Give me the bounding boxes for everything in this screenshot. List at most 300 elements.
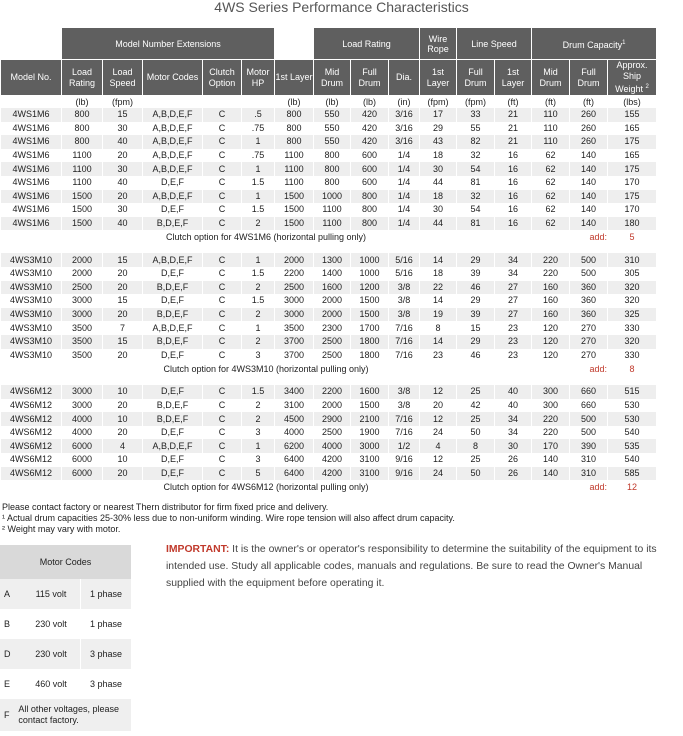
table-cell: 175 <box>608 135 656 149</box>
unit-cell: (ft) <box>507 96 519 107</box>
table-cell: 2 <box>242 217 274 231</box>
table-cell: 140 <box>581 150 597 161</box>
table-cell: 6000 <box>71 454 93 465</box>
table-cell: 16 <box>508 150 519 161</box>
table-cell: 18 <box>432 150 443 161</box>
table-cell: 30 <box>432 204 443 215</box>
table-cell: 40 <box>508 399 519 410</box>
table-cell: 4WS6M12 <box>1 439 61 453</box>
table-cell: 29 <box>457 253 494 267</box>
table-cell: D,E,F <box>143 385 202 399</box>
column-header: Clutch Option <box>203 59 241 95</box>
table-cell: 180 <box>608 217 656 231</box>
column-header: 1st Layer <box>495 59 531 95</box>
table-cell: C <box>218 322 226 333</box>
table-cell: 54 <box>457 162 494 176</box>
table-cell: 1500 <box>62 217 102 231</box>
table-cell: 24 <box>432 427 443 438</box>
table-cell: 44 <box>432 177 443 188</box>
motor-code-letter: D <box>4 649 11 659</box>
table-cell: 360 <box>570 281 607 295</box>
table-cell: 3000 <box>351 439 388 453</box>
column-header: Load Speed <box>103 59 142 95</box>
clutch-option-note: Clutch option for 4WS1M6 (horizontal pulling only) <box>165 232 367 243</box>
table-cell: 62 <box>532 217 569 231</box>
motor-code-voltage: 460 volt <box>22 669 81 699</box>
table-cell: 4WS6M12 <box>1 467 61 481</box>
table-cell: 39 <box>470 268 481 279</box>
table-cell: 4WS6M12 <box>9 399 53 410</box>
table-cell: 300 <box>543 399 559 410</box>
table-cell: 800 <box>275 108 313 122</box>
table-cell: 4WS6M12 <box>9 454 53 465</box>
table-cell: 4 <box>103 439 142 453</box>
unit-cell: (fpm) <box>427 96 449 107</box>
table-cell: 600 <box>361 150 378 161</box>
table-cell: 3 <box>255 349 261 360</box>
column-header: Model No. <box>1 59 61 95</box>
table-cell: 4WS3M10 <box>9 268 53 279</box>
table-cell: 160 <box>543 295 559 306</box>
table-cell: 54 <box>470 204 481 215</box>
table-cell: 62 <box>532 162 569 176</box>
column-header: 1st Layer <box>420 59 456 95</box>
table-cell: 550 <box>324 122 340 133</box>
table-cell: 3/8 <box>389 308 419 322</box>
table-cell: 3000 <box>71 295 93 306</box>
group-load-rating: Load Rating <box>314 28 419 59</box>
table-cell: 26 <box>495 467 531 481</box>
table-row <box>1 190 675 204</box>
table-cell: 270 <box>581 322 597 333</box>
table-cell: 2 <box>242 335 274 349</box>
units-row <box>1 95 675 108</box>
table-cell: 110 <box>532 108 569 122</box>
table-cell: 800 <box>275 135 313 149</box>
table-cell: 800 <box>324 150 340 161</box>
table-cell: C <box>218 295 226 306</box>
table-cell: 27 <box>495 308 531 322</box>
table-cell: 26 <box>508 454 519 465</box>
table-cell: D,E,F <box>160 204 184 215</box>
table-cell: 4WS1M6 <box>1 162 61 176</box>
column-header: Dia. <box>389 59 419 95</box>
footnote-weight: ² Weight may vary with motor. <box>2 524 121 534</box>
table-cell: 800 <box>314 162 350 176</box>
table-cell: 34 <box>508 268 519 279</box>
table-cell: C <box>203 308 241 322</box>
table-cell: 120 <box>532 335 569 349</box>
motor-code-phase: 1 phase <box>89 619 123 629</box>
table-cell: 39 <box>457 308 494 322</box>
table-row <box>1 108 675 122</box>
motor-code-voltage: 230 volt <box>22 639 81 669</box>
table-cell: 1500 <box>62 190 102 204</box>
table-cell: 420 <box>351 108 388 122</box>
table-cell: 540 <box>624 427 640 438</box>
table-cell: 1300 <box>314 253 350 267</box>
table-cell: 30 <box>420 162 456 176</box>
table-cell: 30 <box>495 439 531 453</box>
table-cell: 1 <box>242 162 274 176</box>
unit-cell <box>242 95 274 108</box>
table-cell: 4WS1M6 <box>1 190 61 204</box>
add-value: 8 <box>629 364 635 375</box>
unit-cell: (lb) <box>287 96 301 107</box>
table-row <box>1 162 675 176</box>
table-cell: 21 <box>508 122 519 133</box>
table-cell: 4 <box>420 439 456 453</box>
unit-cell: (fpm) <box>465 96 486 107</box>
table-cell: 1200 <box>351 281 388 295</box>
table-cell: 535 <box>608 439 656 453</box>
table-cell: 4WS3M10 <box>9 322 53 333</box>
table-cell: 1500 <box>71 204 93 215</box>
table-cell: 12 <box>420 412 456 426</box>
table-cell: 62 <box>545 204 556 215</box>
table-cell: 330 <box>624 322 640 333</box>
table-cell: 21 <box>495 108 531 122</box>
table-cell: 20 <box>103 190 142 204</box>
table-cell: 4WS1M6 <box>1 217 61 231</box>
table-cell: D,E,F <box>160 268 184 279</box>
table-cell: 20 <box>103 467 142 481</box>
clutch-option-row <box>1 362 675 376</box>
table-cell: 1.5 <box>242 385 274 399</box>
column-header: Approx. Ship Weight $^2$ <box>608 59 656 95</box>
unit-cell: (in) <box>397 96 411 107</box>
table-cell: 585 <box>608 467 656 481</box>
table-cell: 2 <box>242 281 274 295</box>
table-cell: 20 <box>117 268 128 279</box>
table-cell: 10 <box>117 454 128 465</box>
table-cell: 330 <box>624 349 640 360</box>
table-cell: 500 <box>581 427 597 438</box>
table-cell: 21 <box>495 135 531 149</box>
table-cell: D,E,F <box>143 467 202 481</box>
motor-code-row <box>0 579 131 609</box>
table-cell: 3000 <box>62 385 102 399</box>
table-cell: 360 <box>581 295 597 306</box>
table-cell: C <box>218 204 226 215</box>
table-cell: C <box>218 268 226 279</box>
unit-cell: (lb) <box>325 96 339 107</box>
table-cell: 1/4 <box>389 190 419 204</box>
table-cell: 27 <box>495 281 531 295</box>
table-cell: 4WS3M10 <box>1 335 61 349</box>
table-cell: A,B,D,E,F <box>143 135 202 149</box>
unit-cell: (lb) <box>363 96 376 107</box>
column-header: Motor Codes <box>143 59 202 95</box>
table-cell: .75 <box>251 122 265 133</box>
add-label: add: <box>589 482 608 493</box>
add-label: add: <box>589 364 608 375</box>
table-cell: 3000 <box>71 399 93 410</box>
table-cell: 20 <box>103 308 142 322</box>
table-cell: 3400 <box>275 385 313 399</box>
table-cell: 30 <box>117 122 128 133</box>
motor-code-voltage: 115 volt <box>22 579 81 609</box>
table-cell: 4WS6M12 <box>1 412 61 426</box>
table-cell: C <box>218 399 226 410</box>
table-cell: 15 <box>103 335 142 349</box>
table-cell: 18 <box>420 190 456 204</box>
motor-code-letter: F <box>4 709 10 720</box>
table-cell: 4WS3M10 <box>1 253 61 267</box>
table-row <box>1 176 675 190</box>
table-cell: 3/8 <box>389 385 419 399</box>
table-cell: 25 <box>457 412 494 426</box>
table-cell: 4000 <box>62 412 102 426</box>
table-cell: 50 <box>457 467 494 481</box>
table-cell: 140 <box>581 204 597 215</box>
table-cell: 50 <box>470 427 481 438</box>
table-cell: 160 <box>532 308 569 322</box>
table-cell: 270 <box>581 349 597 360</box>
motor-code-row <box>0 669 131 699</box>
table-cell: 1500 <box>283 204 305 215</box>
table-cell: 500 <box>570 412 607 426</box>
table-cell: 30 <box>117 204 128 215</box>
table-cell: 4500 <box>275 412 313 426</box>
table-cell: 310 <box>608 253 656 267</box>
table-cell: 1500 <box>359 295 380 306</box>
table-cell: 1/2 <box>389 439 419 453</box>
table-cell: 1.5 <box>251 204 265 215</box>
table-cell: 140 <box>581 177 597 188</box>
table-cell: D,E,F <box>160 454 184 465</box>
important-label: IMPORTANT: <box>166 544 230 555</box>
table-row <box>1 321 675 335</box>
table-cell: 4200 <box>314 467 350 481</box>
table-cell: 1000 <box>351 253 388 267</box>
table-cell: B,D,E,F <box>143 217 202 231</box>
table-cell: 1900 <box>359 427 380 438</box>
table-row <box>1 281 675 295</box>
table-cell: 1100 <box>322 204 342 215</box>
table-cell: 2000 <box>321 295 343 306</box>
unit-cell: (lbs) <box>623 96 641 107</box>
table-cell: 22 <box>420 281 456 295</box>
table-cell: C <box>203 217 241 231</box>
table-cell: 5/16 <box>389 253 419 267</box>
table-cell: 18 <box>432 268 443 279</box>
table-cell: 40 <box>103 135 142 149</box>
table-cell: 23 <box>508 322 519 333</box>
table-cell: .5 <box>242 108 274 122</box>
table-cell: 1500 <box>275 217 313 231</box>
table-row <box>1 122 675 136</box>
table-cell: D,E,F <box>160 349 184 360</box>
table-cell: A,B,D,E,F <box>143 190 202 204</box>
table-cell: 220 <box>532 412 569 426</box>
table-cell: 660 <box>570 385 607 399</box>
table-cell: 4WS1M6 <box>12 204 50 215</box>
table-cell: C <box>203 412 241 426</box>
motor-code-row <box>0 609 131 639</box>
table-cell: 360 <box>570 308 607 322</box>
table-cell: 220 <box>543 427 559 438</box>
table-cell: 310 <box>570 467 607 481</box>
table-cell: 3 <box>255 427 261 438</box>
table-cell: 1500 <box>359 399 380 410</box>
table-cell: 155 <box>608 108 656 122</box>
table-cell: 1100 <box>72 150 92 161</box>
table-cell: C <box>218 122 226 133</box>
unit-cell <box>203 95 241 108</box>
table-row <box>1 349 675 363</box>
table-cell: 32 <box>457 190 494 204</box>
table-cell: 1000 <box>359 268 380 279</box>
table-cell: 270 <box>570 335 607 349</box>
table-cell: D,E,F <box>160 427 184 438</box>
table-cell: C <box>203 335 241 349</box>
table-cell: 4200 <box>321 454 343 465</box>
table-cell: 1 <box>242 135 274 149</box>
table-cell: 15 <box>103 253 142 267</box>
group-model-ext: Model Number Extensions <box>62 28 274 59</box>
unit-cell: (ft) <box>583 96 595 107</box>
table-row <box>1 203 675 217</box>
table-cell: 2 <box>255 399 261 410</box>
table-cell: B,D,E,F <box>143 281 202 295</box>
table-cell: 4000 <box>314 439 350 453</box>
table-row <box>1 267 675 281</box>
motor-code-letter: B <box>4 619 11 629</box>
table-cell: 32 <box>470 150 481 161</box>
table-row <box>1 253 675 267</box>
table-cell: 1800 <box>359 349 380 360</box>
table-cell: 3500 <box>71 349 93 360</box>
table-cell: 4WS1M6 <box>1 135 61 149</box>
table-cell: 220 <box>543 268 559 279</box>
table-cell: 220 <box>532 253 569 267</box>
table-row <box>1 149 675 163</box>
table-cell: A,B,D,E,F <box>152 322 193 333</box>
table-cell: 16 <box>495 190 531 204</box>
table-cell: C <box>203 162 241 176</box>
table-cell: C <box>218 349 226 360</box>
group-line-speed: Line Speed <box>457 28 531 59</box>
table-cell: 3000 <box>283 295 305 306</box>
table-cell: 1 <box>242 439 274 453</box>
table-cell: 3/8 <box>389 281 419 295</box>
table-cell: 55 <box>470 122 481 133</box>
table-cell: 27 <box>508 295 519 306</box>
table-cell: 3/8 <box>397 295 411 306</box>
table-cell: 29 <box>457 335 494 349</box>
table-cell: 2500 <box>314 335 350 349</box>
table-cell: 46 <box>470 349 481 360</box>
table-cell: 81 <box>457 217 494 231</box>
table-cell: 260 <box>570 108 607 122</box>
table-cell: 4WS1M6 <box>12 177 50 188</box>
table-cell: 2500 <box>62 281 102 295</box>
table-cell: 4000 <box>283 427 305 438</box>
table-cell: B,D,E,F <box>143 308 202 322</box>
table-cell: 34 <box>495 412 531 426</box>
table-cell: 600 <box>351 162 388 176</box>
table-cell: 7/16 <box>395 349 413 360</box>
table-cell: C <box>203 467 241 481</box>
motor-code-row-f <box>0 699 131 731</box>
table-cell: 120 <box>543 322 559 333</box>
table-cell: 1100 <box>275 162 313 176</box>
table-row <box>1 399 675 413</box>
table-cell: 170 <box>532 439 569 453</box>
unit-cell <box>1 95 61 108</box>
clutch-option-row <box>1 480 675 494</box>
motor-code-row <box>0 639 131 669</box>
table-cell: 1600 <box>314 281 350 295</box>
table-cell: 1600 <box>351 385 388 399</box>
table-cell: 19 <box>420 308 456 322</box>
drum-capacity-label: Drum Capacity <box>562 39 623 50</box>
table-row <box>1 426 675 440</box>
table-cell: 4WS6M12 <box>9 427 53 438</box>
motor-codes-title: Motor Codes <box>0 545 131 579</box>
table-cell: A,B,D,E,F <box>143 253 202 267</box>
table-cell: 420 <box>361 122 378 133</box>
table-cell: 3100 <box>351 467 388 481</box>
table-cell: 14 <box>420 335 456 349</box>
table-cell: 15 <box>103 108 142 122</box>
table-cell: 4WS3M10 <box>1 308 61 322</box>
table-cell: 4WS1M6 <box>12 150 50 161</box>
table-cell: 3/16 <box>389 108 419 122</box>
table-cell: 260 <box>570 135 607 149</box>
table-cell: 2200 <box>283 268 305 279</box>
motor-code-phase: 3 phase <box>89 679 123 689</box>
table-cell: 800 <box>361 204 378 215</box>
drum-capacity-sup: 1 <box>622 39 626 46</box>
table-cell: 42 <box>470 399 481 410</box>
table-cell: C <box>218 454 226 465</box>
table-cell: 660 <box>581 399 597 410</box>
table-cell: 170 <box>624 204 640 215</box>
table-cell: 1.5 <box>251 177 265 188</box>
table-row <box>1 135 675 149</box>
footnotes <box>2 502 455 535</box>
table-cell: 20 <box>117 399 128 410</box>
table-cell: 2200 <box>314 385 350 399</box>
table-cell: 16 <box>508 177 519 188</box>
table-cell: 3 <box>255 454 261 465</box>
table-cell: 3/16 <box>389 135 419 149</box>
table-cell: A,B,D,E,F <box>143 162 202 176</box>
table-cell: 16 <box>495 217 531 231</box>
table-cell: 320 <box>608 281 656 295</box>
table-cell: 800 <box>324 177 340 188</box>
table-cell: 140 <box>543 454 559 465</box>
table-cell: 1/4 <box>397 150 411 161</box>
table-cell: 3700 <box>275 335 313 349</box>
table-cell: 325 <box>608 308 656 322</box>
table-cell: 110 <box>543 122 558 133</box>
motor-code-phase: 1 phase <box>89 589 123 599</box>
table-cell: 30 <box>103 162 142 176</box>
table-cell: 25 <box>457 385 494 399</box>
table-cell: 2500 <box>321 349 343 360</box>
table-cell: B,D,E,F <box>143 335 202 349</box>
table-cell: .75 <box>251 150 265 161</box>
table-cell: 6400 <box>283 454 305 465</box>
table-cell: D,E,F <box>160 177 184 188</box>
table-cell: 20 <box>117 150 128 161</box>
group-drum-capacity <box>532 28 656 59</box>
table-cell: 12 <box>432 454 443 465</box>
table-cell: 1100 <box>314 217 350 231</box>
